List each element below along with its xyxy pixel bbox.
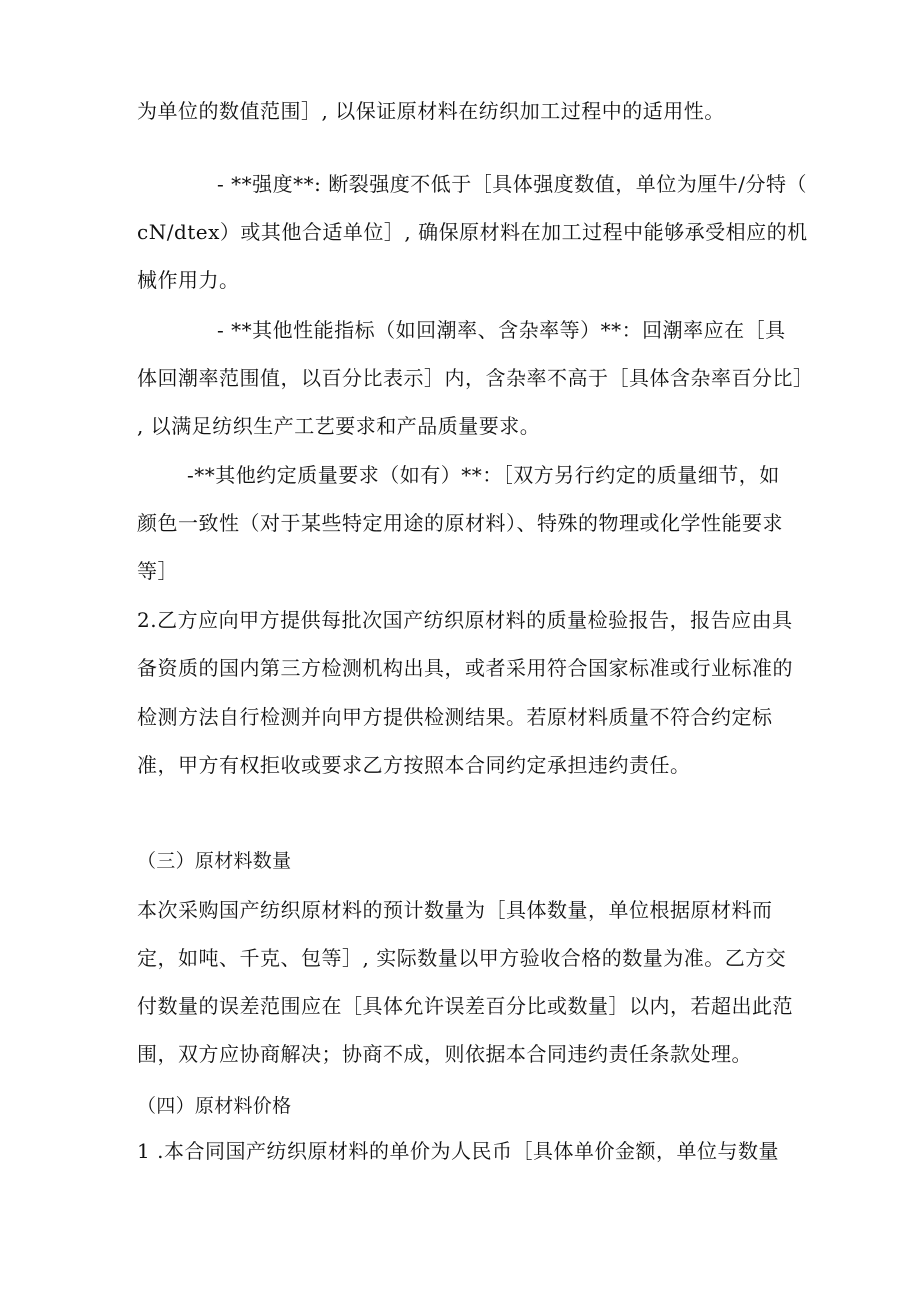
paragraph-line: 准，甲方有权拒收或要求乙方按照本合同约定承担违约责任。 [137,753,691,777]
paragraph-line: 备资质的国内第三方检测机构出具，或者采用符合国家标准或行业标准的 [137,656,793,680]
paragraph-line: -**其他约定质量要求（如有）**：［双方另行约定的质量细节，如 [187,463,780,487]
paragraph-line: , 以满足纺织生产工艺要求和产品质量要求。 [137,414,541,438]
paragraph-line: 检测方法自行检测并向甲方提供检测结果。若原材料质量不符合约定标 [137,705,773,729]
paragraph-line: - **其他性能指标（如回潮率、含杂率等）**：回潮率应在［具 [217,318,786,342]
section-heading: （四）原材料价格 [137,1095,292,1117]
paragraph-line: - **强度**: 断裂强度不低于［具体强度数值，单位为厘牛/分特（ [217,172,807,196]
paragraph-line: 等］ [137,559,178,583]
paragraph-line: 1 .本合同国产纺织原材料的单价为人民币［具体单价金额，单位与数量 [137,1139,779,1163]
paragraph-line: 为单位的数值范围］, 以保证原材料在纺织加工过程中的适用性。 [137,99,725,123]
paragraph-line: 定，如吨、千克、包等］, 实际数量以甲方验收合格的数量为准。乙方交 [137,946,787,970]
paragraph-line: 2.乙方应向甲方提供每批次国产纺织原材料的质量检验报告，报告应由具 [137,608,793,632]
paragraph-line: cN/dtex）或其他合适单位］, 确保原材料在加工过程中能够承受相应的机 [137,220,808,244]
paragraph-line: 付数量的误差范围应在［具体允许误差百分比或数量］以内，若超出此范 [137,994,793,1018]
paragraph-line: 体回潮率范围值，以百分比表示］内，含杂率不高于［具体含杂率百分比］ [137,366,814,390]
paragraph-line: 颜色一致性（对于某些特定用途的原材料）、特殊的物理或化学性能要求 [137,511,783,535]
paragraph-line: 围，双方应协商解决；协商不成，则依据本合同违约责任条款处理。 [137,1042,752,1066]
paragraph-line: 械作用力。 [137,268,240,292]
paragraph-line: 本次采购国产纺织原材料的预计数量为［具体数量，单位根据原材料而 [137,898,773,922]
section-heading: （三）原材料数量 [137,850,292,872]
